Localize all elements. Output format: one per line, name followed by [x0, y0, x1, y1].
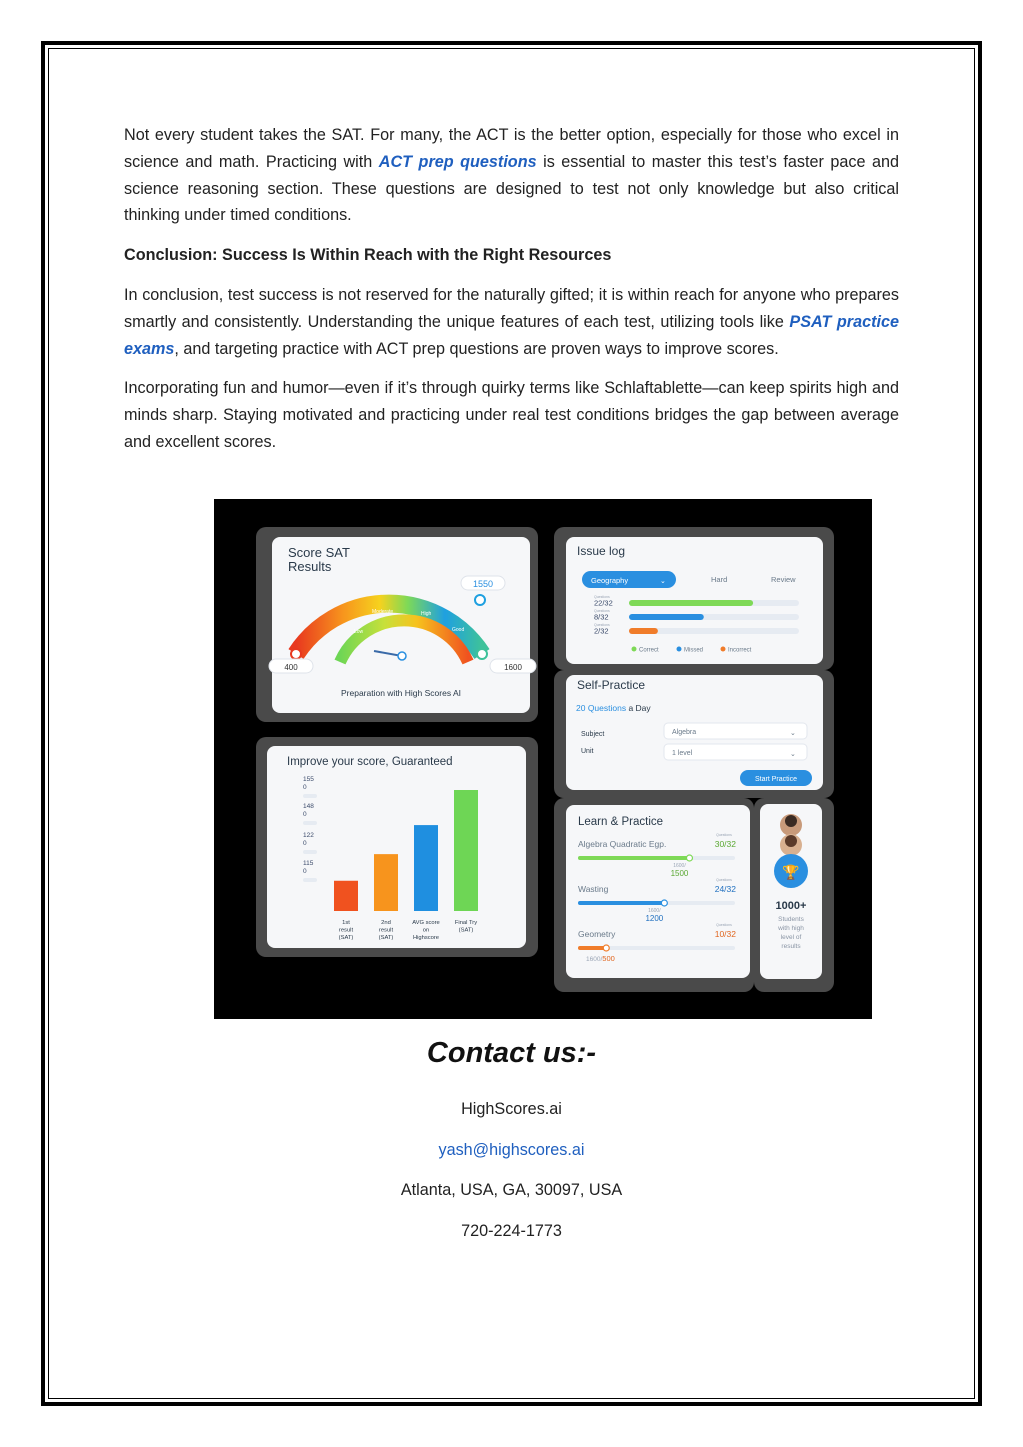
issue-row-value: 2/32: [594, 626, 609, 636]
learn-item-handle: [603, 945, 609, 951]
contact-phone: 720-224-1773: [461, 1222, 562, 1240]
gauge-min-label: 400: [284, 663, 298, 672]
contact-address: Atlanta, USA, GA, 30097, USA: [400, 1181, 623, 1199]
arc-label-moderate: Moderate: [372, 609, 394, 615]
paragraph-text: , and targeting practice with ACT prep questions are proven ways to improve scores.: [174, 339, 779, 358]
improve-bar: [374, 854, 398, 911]
score-title-line2: Results: [288, 559, 332, 574]
questions-caption: Questions: [594, 623, 610, 627]
score-title-line1: Score SAT: [288, 545, 350, 560]
bar-category-label: result: [338, 927, 354, 934]
paragraph-conclusion: [124, 282, 899, 362]
paragraph-act: [124, 122, 899, 229]
learn-item-bar: [578, 946, 606, 950]
arc-label-good: Good: [452, 627, 465, 633]
bar-category-label: Highscore: [412, 935, 440, 941]
learn-item-value: 24/32: [714, 884, 736, 894]
score-footer: Preparation with High Scores AI: [340, 688, 462, 698]
learn-practice-card: [554, 798, 754, 992]
learn-title: Learn & Practice: [578, 816, 664, 828]
learn-item-bar: [578, 856, 689, 860]
conclusion-heading: Conclusion: Success Is Within Reach with the Right Resources: [124, 246, 612, 265]
bar-category-label: (SAT): [338, 935, 354, 941]
article-body: [124, 122, 899, 456]
gauge-min-marker: [291, 649, 301, 659]
arc-label-high: High: [421, 611, 432, 617]
bar-category-label: Final Try: [454, 920, 478, 926]
y-tick-label: 0: [303, 784, 307, 791]
avatar-hair: [785, 835, 797, 847]
arc-label-low: Low: [354, 629, 364, 635]
y-tick-marker: [303, 794, 317, 798]
learn-item-value: 10/32: [714, 929, 736, 939]
learn-item-handle: [661, 900, 667, 906]
questions-caption: Questions: [594, 595, 610, 599]
self-practice-title: Self-Practice: [577, 678, 646, 692]
bar-category-label: 1st: [342, 920, 350, 926]
y-tick-label: 0: [303, 811, 307, 818]
gauge-marker-score: [475, 595, 485, 605]
learn-item-score: 1600/500: [586, 954, 615, 963]
paragraph-text: is essential to master this test’s faster pace and science reasoning section. These questions are designed to test not only knowledge but also critical thinking under timed conditions.: [124, 152, 899, 225]
gauge-max-marker: [477, 649, 487, 659]
contact-email-link[interactable]: yash@highscores.ai: [438, 1141, 585, 1159]
issue-row-bar: [629, 600, 753, 606]
contact-company: HighScores.ai: [461, 1100, 562, 1118]
learn-item-score: 1500: [670, 869, 689, 878]
chevron-down-icon: ⌄: [790, 730, 796, 737]
self-practice-card: [554, 670, 834, 798]
y-tick-label: 155: [303, 776, 314, 783]
unit-label: Unit: [581, 748, 594, 755]
chevron-down-icon: ⌄: [660, 578, 666, 585]
legend-missed: Missed: [684, 647, 704, 654]
students-caption-3: level of: [780, 934, 802, 941]
questions-caption: Questions: [594, 609, 610, 613]
y-tick-marker: [303, 821, 317, 825]
questions-caption: Questions: [716, 878, 732, 882]
legend-incorrect-dot: [721, 647, 726, 652]
legend-correct-dot: [632, 647, 637, 652]
students-caption-2: with high: [778, 925, 804, 932]
learn-item-value: 30/32: [714, 839, 736, 849]
learn-item-name: Geometry: [578, 929, 616, 939]
learn-item-name: Algebra Quadratic Egp.: [578, 839, 667, 849]
improve-bar: [334, 881, 358, 911]
learn-item-score-max: 1600/: [673, 863, 686, 869]
contact-title: Contact us:-: [426, 1037, 597, 1069]
improve-bar: [454, 790, 478, 911]
tab-review[interactable]: Review: [771, 575, 796, 584]
subject-value: Algebra: [672, 729, 697, 736]
avatar-hair: [785, 815, 797, 827]
bar-category-label: AVG score: [412, 920, 440, 926]
self-practice-subtitle: 20 Questions a Day: [576, 703, 651, 713]
bar-category-label: (SAT): [378, 935, 394, 941]
legend-incorrect: Incorrect: [728, 647, 752, 654]
trophy-icon: 🏆: [782, 864, 800, 880]
tab-geography-label: Geography: [591, 576, 629, 585]
legend-missed-dot: [677, 647, 682, 652]
paragraph-text: In conclusion, test success is not reserved for the naturally gifted; it is within reach for anyone who prepares smartly and consistently. Understanding the unique features of each test, utilizing tools like: [124, 285, 899, 331]
y-tick-label: 115: [303, 860, 314, 867]
y-tick-label: 0: [303, 840, 307, 847]
bar-category-label: result: [378, 927, 394, 934]
improve-score-card: [256, 737, 538, 957]
y-tick-marker: [303, 878, 317, 882]
gauge-max-label: 1600: [504, 663, 522, 672]
learn-item-bar: [578, 901, 664, 905]
questions-caption: Questions: [716, 923, 732, 927]
issue-row-value: 8/32: [594, 612, 609, 622]
y-tick-label: 122: [303, 832, 314, 839]
paragraph-humor: Incorporating fun and humor—even if it’s through quirky terms like Schlaftablette—can keep spirits high and minds sharp. Staying motivated and practicing under real test conditions bridges the gap between average and excellent scores.: [124, 379, 899, 451]
issue-row-bar: [629, 614, 704, 620]
learn-item-score-max: 1600/: [648, 908, 661, 914]
score-sat-card: [256, 527, 538, 722]
learn-item-name: Wasting: [578, 884, 609, 894]
students-caption-1: Students: [778, 916, 804, 923]
gauge-needle-pivot: [398, 652, 406, 660]
issue-row-value: 22/32: [594, 598, 613, 608]
chevron-down-icon: ⌄: [790, 751, 796, 758]
act-prep-questions-link[interactable]: ACT prep questions: [378, 152, 537, 171]
bar-category-label: (SAT): [458, 927, 474, 934]
students-caption-4: results: [781, 943, 801, 950]
y-tick-marker: [303, 850, 317, 854]
start-practice-label: Start Practice: [754, 776, 798, 783]
questions-caption: Questions: [716, 833, 732, 837]
learn-item-score: 1200: [645, 914, 664, 923]
y-tick-label: 148: [303, 803, 314, 810]
paragraph-text: Not every student takes the SAT. For many, the ACT is the better option, especially for those who excel in science and math. Practicing with: [124, 126, 899, 171]
dashboard-image: [214, 499, 872, 1019]
improve-title: Improve your score, Guaranteed: [287, 756, 453, 768]
unit-value: 1 level: [672, 750, 693, 757]
y-tick-label: 0: [303, 868, 307, 875]
students-count: 1000+: [775, 900, 807, 912]
bar-category-label: 2nd: [381, 920, 391, 926]
issue-log-card: [554, 527, 834, 670]
learn-item-handle: [686, 855, 692, 861]
subject-label: Subject: [581, 731, 605, 738]
psat-practice-exams-link[interactable]: PSAT practice exams: [124, 312, 899, 358]
issue-row-bar: [629, 628, 658, 634]
legend-correct: Correct: [639, 647, 659, 654]
bar-category-label: on: [422, 927, 430, 934]
students-card: [754, 798, 834, 992]
improve-bar: [414, 825, 438, 911]
issue-log-title: Issue log: [577, 544, 626, 558]
score-bubble-value: 1550: [472, 579, 494, 589]
tab-hard[interactable]: Hard: [711, 575, 728, 584]
